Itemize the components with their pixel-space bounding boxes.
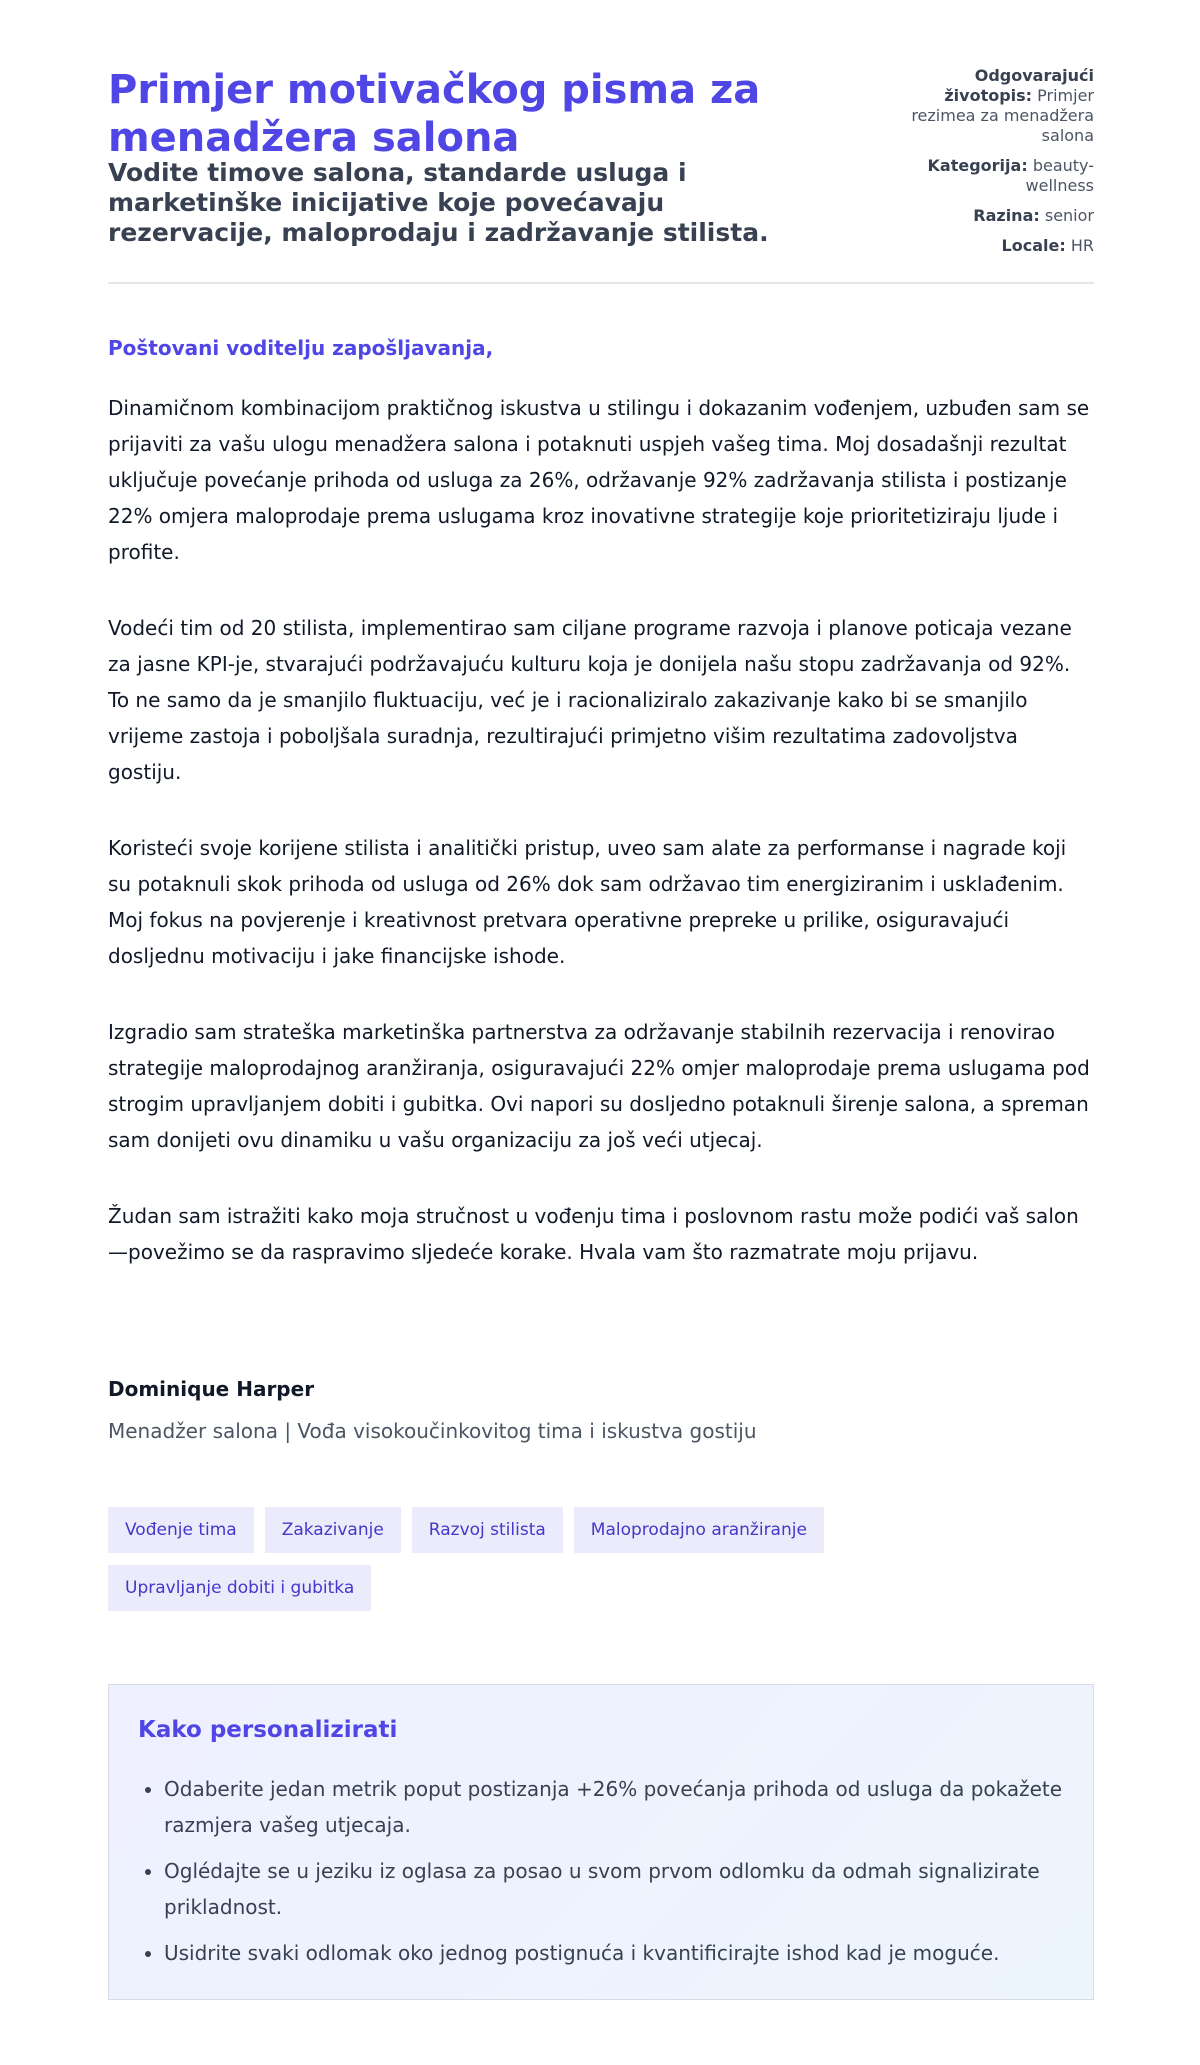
tip-item: • Odaberite jedan metrik poput postizanja +26% povećanja prihoda od usluga da pokažete razmjera vašeg utjecaja. [164, 1771, 1064, 1843]
signature-title: Menadžer salona | Vođa visokoučinkovitog tima i iskustva gostiju [108, 1419, 757, 1443]
letter-paragraph: Vodeći tim od 20 stilista, implementirao sam ciljane programe razvoja i planove poticaja vezane za jasne KPI-je, stvarajući podržavajuću kulturu koja je donijela našu stopu zadržavanja od 92%. To ne samo da je smanjilo fluktuaciju, već je i racionaliziralo zakazivanje kako bi se smanjilo vrijeme zastoja i poboljšala suradnja, rezultirajući primjetno višim rezultatima zadovoljstva gostiju. [108, 616, 1072, 784]
signature-name: Dominique Harper [108, 1377, 315, 1401]
meta-resume-value: Primjer rezimea za menadžera salona [911, 86, 1094, 145]
meta-locale [884, 236, 1094, 256]
personalization-tips [108, 1684, 1094, 2000]
page-subtitle: Vodite timove salona, standarde usluga i marketinške inicijative koje povećavaju rezervacije, maloprodaju i zadržavanje stilista. [108, 158, 769, 247]
page-title: Primjer motivačkog pisma za menadžera salona [108, 67, 761, 161]
meta-locale-label: Locale: [1001, 236, 1066, 255]
cover-letter-page [108, 0, 1094, 1965]
letter-paragraph: Žudan sam istražiti kako moja stručnost u vođenju tima i poslovnom rastu može podići vaš salon—povežimo se da raspravimo sljedeće korake. Hvala vam što razmatrate moju prijavu. [108, 1204, 1079, 1264]
meta-panel [884, 66, 1094, 266]
tip-item: • Oglédajte se u jeziku iz oglasa za posao u svom prvom odlomku da odmah signalizirate prikladnost. [164, 1853, 1064, 1925]
tips-title: Kako personalizirati [138, 1717, 398, 1743]
letter-paragraph: Koristeći svoje korijene stilista i analitički pristup, uveo sam alate za performanse i nagrade koji su potaknuli skok prihoda od usluga od 26% dok sam održavao tim energiziranim i usklađenim. Moj fokus na povjerenje i kreativnost pretvara operativne prepreke u prilike, osiguravajući dosljednu motivaciju i jake financijske ishode. [108, 836, 1067, 968]
skill-tags [108, 1507, 1094, 1611]
meta-category [884, 156, 1094, 196]
meta-category-label: Kategorija: [927, 156, 1028, 175]
tip-item: • Usidrite svaki odlomak oko jednog postignuća i kvantificirajte ishod kad je moguće. [164, 1935, 1064, 1971]
meta-category-value: beauty-wellness [1025, 156, 1094, 195]
meta-resume [884, 66, 1094, 146]
meta-level [884, 206, 1094, 226]
signature-block [108, 1374, 757, 1446]
skill-tag: Zakazivanje [265, 1507, 401, 1553]
skill-tag: Upravljanje dobiti i gubitka [108, 1565, 371, 1611]
skill-tag: Razvoj stilista [412, 1507, 563, 1553]
skill-tag: Maloprodajno aranžiranje [574, 1507, 824, 1553]
letter-paragraph: Dinamičnom kombinacijom praktičnog iskustva u stilingu i dokazanim vođenjem, uzbuđen sam se prijaviti za vašu ulogu menadžera salona i potaknuti uspjeh vašeg tima. Moj dosadašnji rezultat uključuje povećanje prihoda od usluga za 26%, održavanje 92% zadržavanja stilista i postizanje 22% omjera maloprodaje prema uslugama kroz inovativne strategije koje prioritetiziraju ljude i profite. [108, 396, 1090, 564]
tips-list [138, 1771, 1064, 1971]
skill-tag: Vođenje tima [108, 1507, 254, 1553]
meta-level-value: senior [1044, 206, 1094, 225]
letter-paragraph: Izgradio sam strateška marketinška partnerstva za održavanje stabilnih rezervacija i renovirao strategije maloprodajnog aranžiranja, osiguravajući 22% omjer maloprodaje prema uslugama pod strogim upravljanjem dobiti i gubitka. Ovi napori su dosljedno potaknuli širenje salona, a spreman sam donijeti ovu dinamiku u vašu organizaciju za još veći utjecaj. [108, 1020, 1090, 1152]
meta-resume-label: Odgovarajući životopis: [944, 66, 1094, 105]
meta-level-label: Razina: [973, 206, 1040, 225]
meta-locale-value: HR [1070, 236, 1094, 255]
page-header [108, 0, 1094, 284]
letter-greeting: Poštovani voditelju zapošljavanja, [108, 336, 494, 360]
letter-body [108, 390, 1094, 1310]
